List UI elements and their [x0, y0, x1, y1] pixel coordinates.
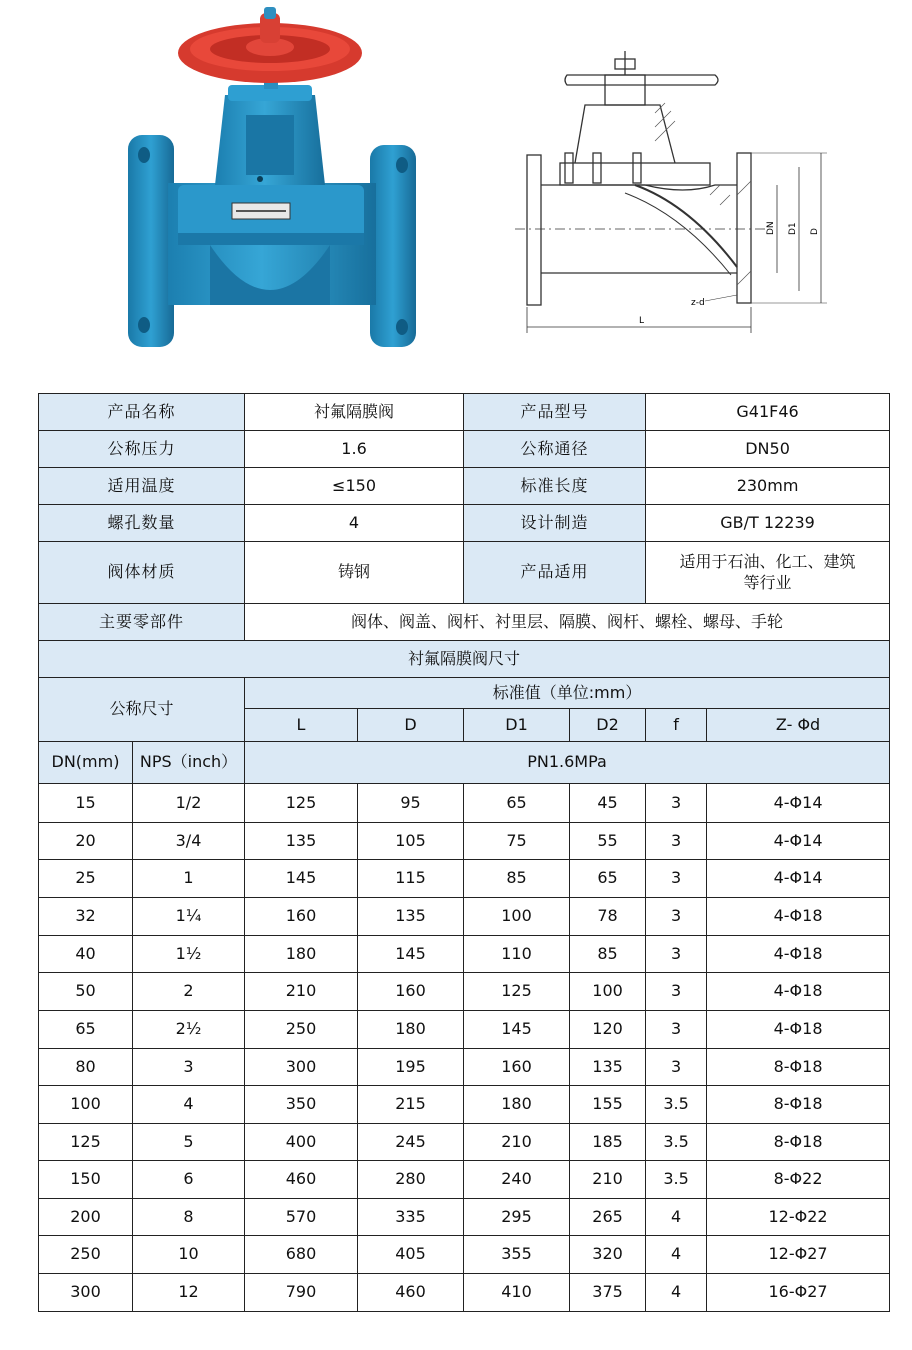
- pressure-label: PN1.6MPa: [245, 742, 890, 784]
- nps-label: NPS（inch）: [133, 742, 245, 784]
- column-header: D: [358, 709, 464, 742]
- spec-row: [39, 542, 890, 604]
- table-row: [39, 1124, 890, 1161]
- table-cell: 185: [570, 1124, 646, 1161]
- drawing-label-dn: DN: [766, 221, 776, 235]
- table-cell: 3: [646, 973, 707, 1011]
- table-cell: 4-Φ18: [707, 898, 890, 936]
- table-cell: 4: [133, 1086, 245, 1124]
- table-cell: 12: [133, 1274, 245, 1312]
- spec-value: 4: [245, 505, 464, 542]
- table-cell: 150: [39, 1161, 133, 1199]
- drawing-label-zd: z-d: [691, 298, 705, 308]
- table-cell: 460: [245, 1161, 358, 1199]
- column-header: D1: [464, 709, 570, 742]
- table-row: [39, 860, 890, 898]
- table-cell: 32: [39, 898, 133, 936]
- dimensions-title-row: [39, 641, 890, 678]
- table-cell: 135: [245, 823, 358, 860]
- dn-label: DN(mm): [39, 742, 133, 784]
- application-line-2: 等行业: [743, 572, 792, 592]
- spec-value: ≤150: [245, 468, 464, 505]
- dimensions-units-row: [39, 742, 890, 784]
- table-cell: 115: [358, 860, 464, 898]
- table-row: [39, 1199, 890, 1236]
- table-cell: 16-Φ27: [707, 1274, 890, 1312]
- table-row: [39, 1161, 890, 1199]
- table-cell: 3: [646, 860, 707, 898]
- spec-key: 适用温度: [39, 468, 245, 505]
- table-cell: 3: [646, 1011, 707, 1049]
- spec-key: 产品适用: [464, 542, 646, 604]
- spec-key: 产品名称: [39, 394, 245, 431]
- table-cell: 78: [570, 898, 646, 936]
- table-cell: 80: [39, 1049, 133, 1086]
- table-cell: 790: [245, 1274, 358, 1312]
- table-cell: 4: [646, 1199, 707, 1236]
- spec-key: 公称通径: [464, 431, 646, 468]
- column-header: Z- Φd: [707, 709, 890, 742]
- table-cell: 20: [39, 823, 133, 860]
- application-line-1: 适用于石油、化工、建筑: [679, 551, 856, 571]
- table-cell: 350: [245, 1086, 358, 1124]
- spec-value: 1.6: [245, 431, 464, 468]
- table-cell: 300: [39, 1274, 133, 1312]
- table-cell: 1/2: [133, 784, 245, 823]
- drawing-label-d1: D1: [788, 222, 798, 235]
- table-cell: 570: [245, 1199, 358, 1236]
- spec-value: 铸钢: [245, 542, 464, 604]
- table-cell: 2½: [133, 1011, 245, 1049]
- table-cell: 210: [464, 1124, 570, 1161]
- table-cell: 1: [133, 860, 245, 898]
- table-row: [39, 1049, 890, 1086]
- table-cell: 180: [358, 1011, 464, 1049]
- table-cell: 160: [464, 1049, 570, 1086]
- spec-key: 公称压力: [39, 431, 245, 468]
- table-cell: 100: [570, 973, 646, 1011]
- table-cell: 4: [646, 1236, 707, 1274]
- spec-table: [38, 393, 890, 1312]
- spec-row: [39, 394, 890, 431]
- table-cell: 335: [358, 1199, 464, 1236]
- spec-value: 230mm: [646, 468, 890, 505]
- table-cell: 320: [570, 1236, 646, 1274]
- table-cell: 65: [39, 1011, 133, 1049]
- table-row: [39, 1236, 890, 1274]
- table-cell: 3: [133, 1049, 245, 1086]
- spec-value: 衬氟隔膜阀: [245, 394, 464, 431]
- table-cell: 135: [570, 1049, 646, 1086]
- table-cell: 155: [570, 1086, 646, 1124]
- table-cell: 100: [39, 1086, 133, 1124]
- table-cell: 125: [39, 1124, 133, 1161]
- table-row: [39, 1274, 890, 1312]
- table-cell: 145: [358, 936, 464, 973]
- table-cell: 195: [358, 1049, 464, 1086]
- table-cell: 210: [245, 973, 358, 1011]
- table-cell: 355: [464, 1236, 570, 1274]
- table-cell: 15: [39, 784, 133, 823]
- table-cell: 180: [245, 936, 358, 973]
- table-cell: 145: [245, 860, 358, 898]
- table-cell: 250: [39, 1236, 133, 1274]
- table-cell: 145: [464, 1011, 570, 1049]
- table-cell: 4: [646, 1274, 707, 1312]
- table-cell: 4-Φ18: [707, 1011, 890, 1049]
- table-cell: 100: [464, 898, 570, 936]
- table-cell: 3: [646, 898, 707, 936]
- spec-value: DN50: [646, 431, 890, 468]
- table-cell: 460: [358, 1274, 464, 1312]
- table-cell: 10: [133, 1236, 245, 1274]
- table-cell: 3/4: [133, 823, 245, 860]
- dimensions-header-row: [39, 678, 890, 709]
- table-cell: 245: [358, 1124, 464, 1161]
- table-cell: 8-Φ18: [707, 1086, 890, 1124]
- table-cell: 280: [358, 1161, 464, 1199]
- drawing-label-d: D: [810, 228, 820, 235]
- table-cell: 3: [646, 823, 707, 860]
- table-cell: 375: [570, 1274, 646, 1312]
- valve-section-drawing: [515, 45, 835, 335]
- table-cell: 75: [464, 823, 570, 860]
- table-cell: 3.5: [646, 1124, 707, 1161]
- table-cell: 2: [133, 973, 245, 1011]
- table-cell: 50: [39, 973, 133, 1011]
- table-cell: 95: [358, 784, 464, 823]
- table-cell: 210: [570, 1161, 646, 1199]
- valve-product-image: [120, 5, 420, 350]
- nominal-size-label: 公称尺寸: [39, 678, 245, 742]
- table-cell: 4-Φ18: [707, 973, 890, 1011]
- table-cell: 4-Φ14: [707, 784, 890, 823]
- table-cell: 85: [570, 936, 646, 973]
- spec-key: 阀体材质: [39, 542, 245, 604]
- table-cell: 8-Φ18: [707, 1049, 890, 1086]
- spec-key: 设计制造: [464, 505, 646, 542]
- table-row: [39, 936, 890, 973]
- spec-value: G41F46: [646, 394, 890, 431]
- table-row: [39, 1011, 890, 1049]
- table-cell: 125: [245, 784, 358, 823]
- table-cell: 4-Φ14: [707, 823, 890, 860]
- table-cell: 410: [464, 1274, 570, 1312]
- table-cell: 240: [464, 1161, 570, 1199]
- table-cell: 215: [358, 1086, 464, 1124]
- drawing-label-l: L: [639, 316, 645, 326]
- table-cell: 110: [464, 936, 570, 973]
- table-cell: 300: [245, 1049, 358, 1086]
- spec-key: 产品型号: [464, 394, 646, 431]
- table-cell: 8: [133, 1199, 245, 1236]
- spec-row: [39, 431, 890, 468]
- table-cell: 3.5: [646, 1161, 707, 1199]
- column-header: L: [245, 709, 358, 742]
- table-cell: 120: [570, 1011, 646, 1049]
- table-row: [39, 1086, 890, 1124]
- table-row: [39, 973, 890, 1011]
- table-cell: 12-Φ22: [707, 1199, 890, 1236]
- table-cell: 200: [39, 1199, 133, 1236]
- parts-value: 阀体、阀盖、阀杆、衬里层、隔膜、阀杆、螺栓、螺母、手轮: [245, 604, 890, 641]
- table-cell: 12-Φ27: [707, 1236, 890, 1274]
- table-cell: 160: [245, 898, 358, 936]
- table-cell: 55: [570, 823, 646, 860]
- table-row: [39, 823, 890, 860]
- table-cell: 65: [570, 860, 646, 898]
- table-cell: 405: [358, 1236, 464, 1274]
- spec-row: [39, 505, 890, 542]
- column-header: D2: [570, 709, 646, 742]
- table-cell: 5: [133, 1124, 245, 1161]
- table-cell: 105: [358, 823, 464, 860]
- table-cell: 135: [358, 898, 464, 936]
- table-cell: 3.5: [646, 1086, 707, 1124]
- table-cell: 265: [570, 1199, 646, 1236]
- spec-row: [39, 468, 890, 505]
- column-header: f: [646, 709, 707, 742]
- dimensions-title: 衬氟隔膜阀尺寸: [39, 641, 890, 678]
- standard-label: 标准值（单位:mm）: [245, 678, 890, 709]
- table-cell: 180: [464, 1086, 570, 1124]
- spec-value-application: [646, 542, 890, 604]
- table-row: [39, 784, 890, 823]
- table-cell: 65: [464, 784, 570, 823]
- table-cell: 1½: [133, 936, 245, 973]
- spec-key: 螺孔数量: [39, 505, 245, 542]
- table-cell: 125: [464, 973, 570, 1011]
- table-cell: 45: [570, 784, 646, 823]
- table-cell: 3: [646, 936, 707, 973]
- table-cell: 4-Φ14: [707, 860, 890, 898]
- table-cell: 25: [39, 860, 133, 898]
- table-row: [39, 898, 890, 936]
- parts-label: 主要零部件: [39, 604, 245, 641]
- table-cell: 250: [245, 1011, 358, 1049]
- table-cell: 295: [464, 1199, 570, 1236]
- parts-row: [39, 604, 890, 641]
- table-cell: 4-Φ18: [707, 936, 890, 973]
- table-cell: 85: [464, 860, 570, 898]
- dimensions-body: [39, 784, 890, 1312]
- spec-value: GB/T 12239: [646, 505, 890, 542]
- table-cell: 6: [133, 1161, 245, 1199]
- spec-key: 标准长度: [464, 468, 646, 505]
- table-cell: 8-Φ22: [707, 1161, 890, 1199]
- table-cell: 3: [646, 1049, 707, 1086]
- table-cell: 1¼: [133, 898, 245, 936]
- table-cell: 8-Φ18: [707, 1124, 890, 1161]
- table-cell: 680: [245, 1236, 358, 1274]
- table-cell: 160: [358, 973, 464, 1011]
- table-cell: 40: [39, 936, 133, 973]
- table-cell: 400: [245, 1124, 358, 1161]
- table-cell: 3: [646, 784, 707, 823]
